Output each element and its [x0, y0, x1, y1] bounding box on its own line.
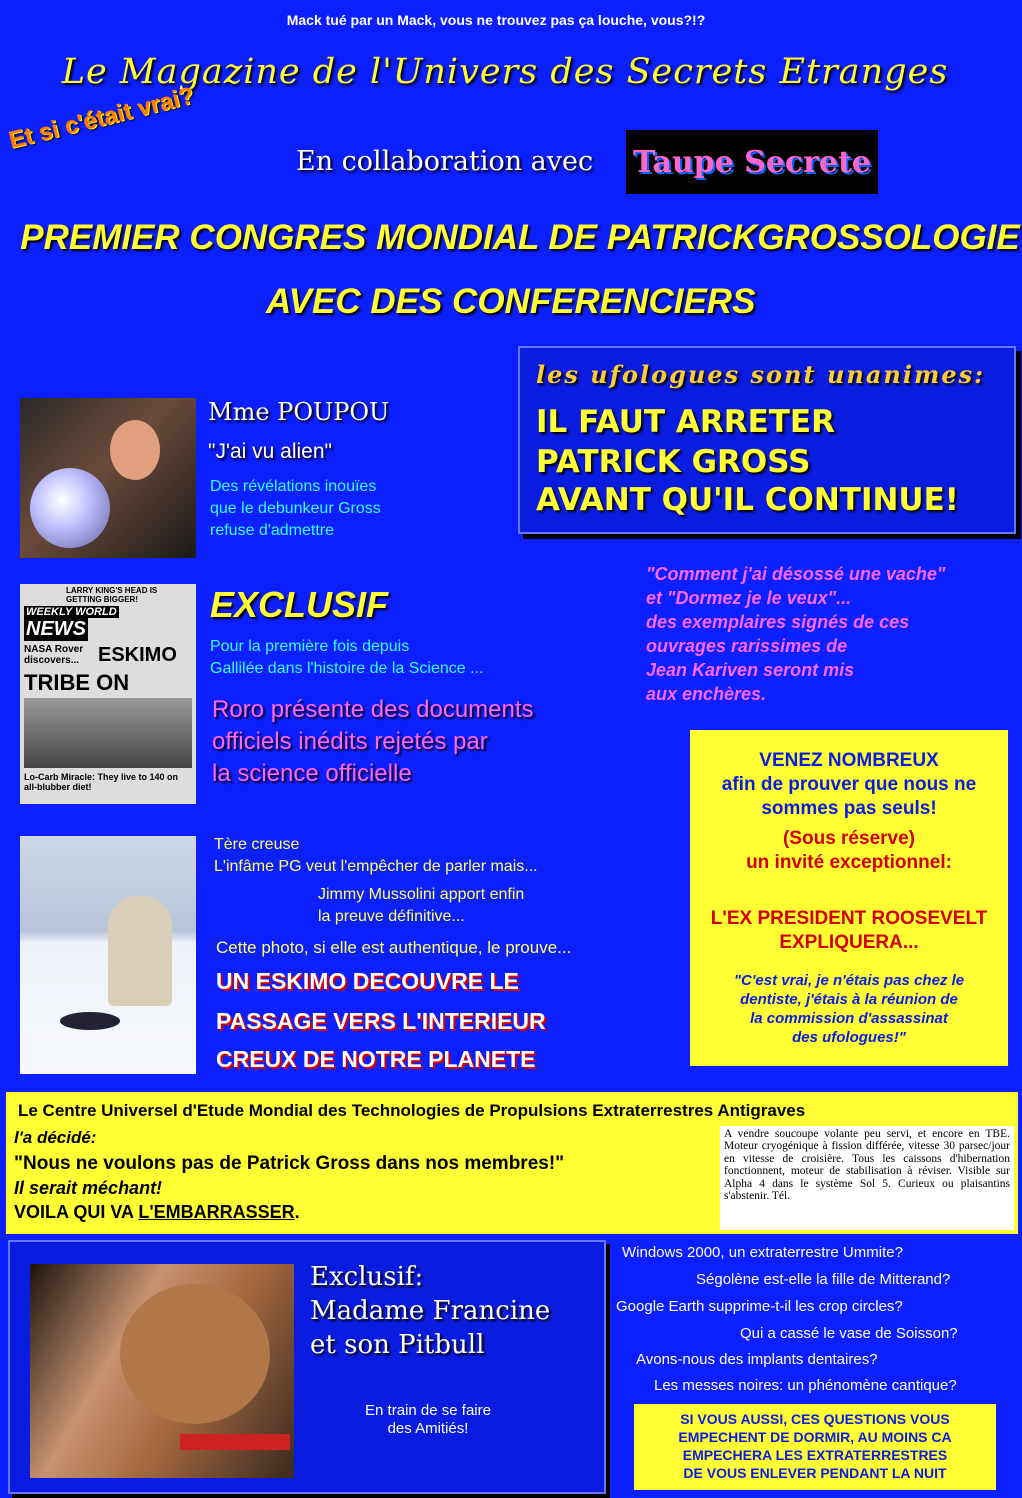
venez-line-2: afin de prouver que nous ne: [721, 774, 977, 795]
roro-line-1: Roro présente des documents: [212, 696, 534, 723]
ufologues-line-1: IL FAUT ARRETER: [536, 404, 835, 440]
centre-line-4: [14, 1202, 300, 1223]
venez-quote-2: dentiste, j'étais à la réunion de: [740, 991, 958, 1008]
eskimo-photo: [20, 836, 196, 1074]
question-1[interactable]: Windows 2000, un extraterrestre Ummite?: [622, 1244, 903, 1261]
poupou-name: Mme POUPOU: [208, 398, 390, 426]
tabloid-bottom: Lo-Carb Miracle: They live to 140 on all-blubber diet!: [24, 772, 179, 792]
terre-line-5: Cette photo, si elle est authentique, le prouve...: [216, 938, 572, 957]
kariven-block: [646, 562, 945, 706]
poupou-desc-3: refuse d'admettre: [210, 522, 335, 539]
taupe-secrete-logo[interactable]: [626, 130, 878, 194]
venez-box: [690, 730, 1008, 1066]
eskimo-figure: [108, 896, 172, 1006]
centre-line-3: Il serait méchant!: [14, 1178, 163, 1198]
centre-box: [6, 1092, 1018, 1234]
roro-line-2: officiels inédits rejetés par: [212, 728, 488, 755]
headline-1: PREMIER CONGRES MONDIAL DE PATRICKGROSSOLOGIE: [20, 218, 1020, 257]
top-line: Mack tué par un Mack, vous ne trouvez pas ça louche, vous?!?: [286, 12, 706, 28]
ufologues-line-3: AVANT QU'IL CONTINUE!: [536, 482, 959, 518]
collar: [180, 1434, 290, 1450]
question-5[interactable]: Avons-nous des implants dentaires?: [636, 1351, 878, 1368]
warning-line-1: SI VOUS AUSSI, CES QUESTIONS VOUS: [680, 1411, 950, 1427]
centre-line-4-c: .: [294, 1202, 300, 1222]
warning-line-3: EMPECHERA LES EXTRATERRESTRES: [682, 1447, 948, 1463]
collab-text: En collaboration avec: [296, 146, 594, 177]
kariven-line-6: aux enchères.: [646, 684, 767, 704]
francine-line-2: Madame Francine: [310, 1296, 551, 1326]
francine-box: [8, 1240, 606, 1494]
terre-line-3: Jimmy Mussolini apport enfin: [318, 886, 525, 903]
tabloid-top: LARRY KING'S HEAD IS GETTING BIGGER!: [66, 586, 158, 604]
tabloid-masthead-2: NEWS: [26, 618, 86, 640]
classified-ad: A vendre soucoupe volante peu servi, et encore en TBE. Moteur cryogénique à fission différée, vitesse 30 parsec/jour en vitesse de croisière. Tous les caissons d'hibernation fonctionnent, moteur de stabilisation à réviser. Visible sur Alpha 4 dans le système Sol 5. Curieux ou plaisantins s'abstenir. Tél.: [720, 1126, 1014, 1230]
question-3[interactable]: Google Earth supprime-t-il les crop circles?: [616, 1298, 903, 1315]
francine-line-1: Exclusif:: [310, 1262, 424, 1292]
roro-line-3: la science officielle: [212, 760, 412, 787]
venez-quote-3: la commission d'assassinat: [750, 1010, 948, 1027]
warning-line-4: DE VOUS ENLEVER PENDANT LA NUIT: [683, 1465, 947, 1481]
question-6[interactable]: Les messes noires: un phénomène cantique?: [654, 1377, 957, 1394]
terre-line-4: la preuve définitive...: [318, 908, 465, 925]
francine-sub-2: des Amitiés!: [387, 1420, 469, 1437]
tabloid-nasa: NASA Rover discovers...: [24, 644, 84, 666]
warning-line-2: EMPECHENT DE DORMIR, AU MOINS CA: [678, 1429, 952, 1445]
ice-hole: [60, 1012, 120, 1030]
kariven-line-4: ouvrages rarissimes de: [646, 636, 848, 656]
centre-title: Le Centre Universel d'Etude Mondial des Technologies de Propulsions Extraterrestres Antigraves: [18, 1101, 806, 1120]
venez-line-6: L'EX PRESIDENT ROOSEVELT: [710, 908, 988, 929]
terre-big-2: PASSAGE VERS L'INTERIEUR: [216, 1008, 546, 1034]
tabloid-tribe: TRIBE ON: [24, 670, 130, 695]
tabloid-cover: [20, 584, 196, 804]
venez-quote-4: des ufologues!": [792, 1029, 906, 1046]
et-si-badge: Et si c'était vrai?: [6, 82, 197, 155]
kariven-line-1: "Comment j'ai désossé une vache": [646, 564, 946, 584]
terre-line-1: Tère creuse: [214, 836, 300, 853]
francine-sub-1: En train de se faire: [365, 1402, 491, 1419]
venez-line-7: EXPLIQUERA...: [779, 932, 919, 953]
poupou-desc-2: que le debunkeur Gross: [210, 500, 381, 517]
francine-line-3: et son Pitbull: [310, 1330, 485, 1360]
exclusif-title: EXCLUSIF: [210, 584, 389, 625]
question-2[interactable]: Ségolène est-elle la fille de Mitterand?: [696, 1271, 951, 1288]
exclusif-intro-2: Gallilée dans l'histoire de la Science ...: [210, 660, 484, 677]
tabloid-eskimo: ESKIMO: [98, 644, 177, 666]
tabloid-masthead-1: WEEKLY WORLD: [26, 606, 117, 618]
terre-big-1: UN ESKIMO DECOUVRE LE: [216, 968, 519, 994]
venez-quote-1: "C'est vrai, je n'étais pas chez le: [733, 972, 965, 989]
tabloid-photo: [24, 698, 192, 768]
ufologues-box: [518, 346, 1016, 534]
magazine-title: Le Magazine de l'Univers des Secrets Etranges: [61, 52, 949, 92]
terre-big-3: CREUX DE NOTRE PLANETE: [216, 1046, 536, 1072]
kariven-line-5: Jean Kariven seront mis: [646, 660, 855, 680]
question-4[interactable]: Qui a cassé le vase de Soisson?: [740, 1325, 958, 1342]
kariven-line-2: et "Dormez je le veux"...: [646, 588, 852, 608]
poupou-photo: [20, 398, 196, 558]
venez-line-3: sommes pas seuls!: [761, 798, 937, 819]
centre-line-4-a: VOILA QUI VA: [14, 1202, 139, 1222]
crystal-ball-icon: [30, 468, 110, 548]
venez-line-4: (Sous réserve): [782, 828, 915, 849]
poupou-quote: "J'ai vu alien": [208, 440, 332, 463]
headline-2: AVEC DES CONFERENCIERS: [266, 282, 756, 321]
warning-box: [634, 1404, 996, 1490]
francine-photo: [30, 1264, 294, 1478]
terre-line-2: L'infâme PG veut l'empêcher de parler mais...: [214, 858, 538, 875]
poupou-desc-1: Des révélations inouïes: [210, 478, 377, 495]
venez-line-1: VENEZ NOMBREUX: [759, 750, 939, 771]
centre-line-1: l'a décidé:: [14, 1128, 97, 1147]
pitbull-head: [120, 1284, 270, 1424]
kariven-line-3: des exemplaires signés de ces: [646, 612, 910, 632]
exclusif-intro-1: Pour la première fois depuis: [210, 638, 410, 655]
venez-line-5: un invité exceptionnel:: [746, 852, 952, 873]
centre-line-2: "Nous ne voulons pas de Patrick Gross dans nos membres!": [14, 1153, 565, 1174]
ufologues-subtitle: les ufologues sont unanimes:: [536, 360, 985, 389]
face-icon: [110, 420, 160, 480]
taupe-secrete-logo-text: Taupe Secrete: [632, 144, 872, 180]
embarrasser-link[interactable]: L'EMBARRASSER: [138, 1202, 295, 1222]
ufologues-line-2: PATRICK GROSS: [536, 444, 811, 480]
